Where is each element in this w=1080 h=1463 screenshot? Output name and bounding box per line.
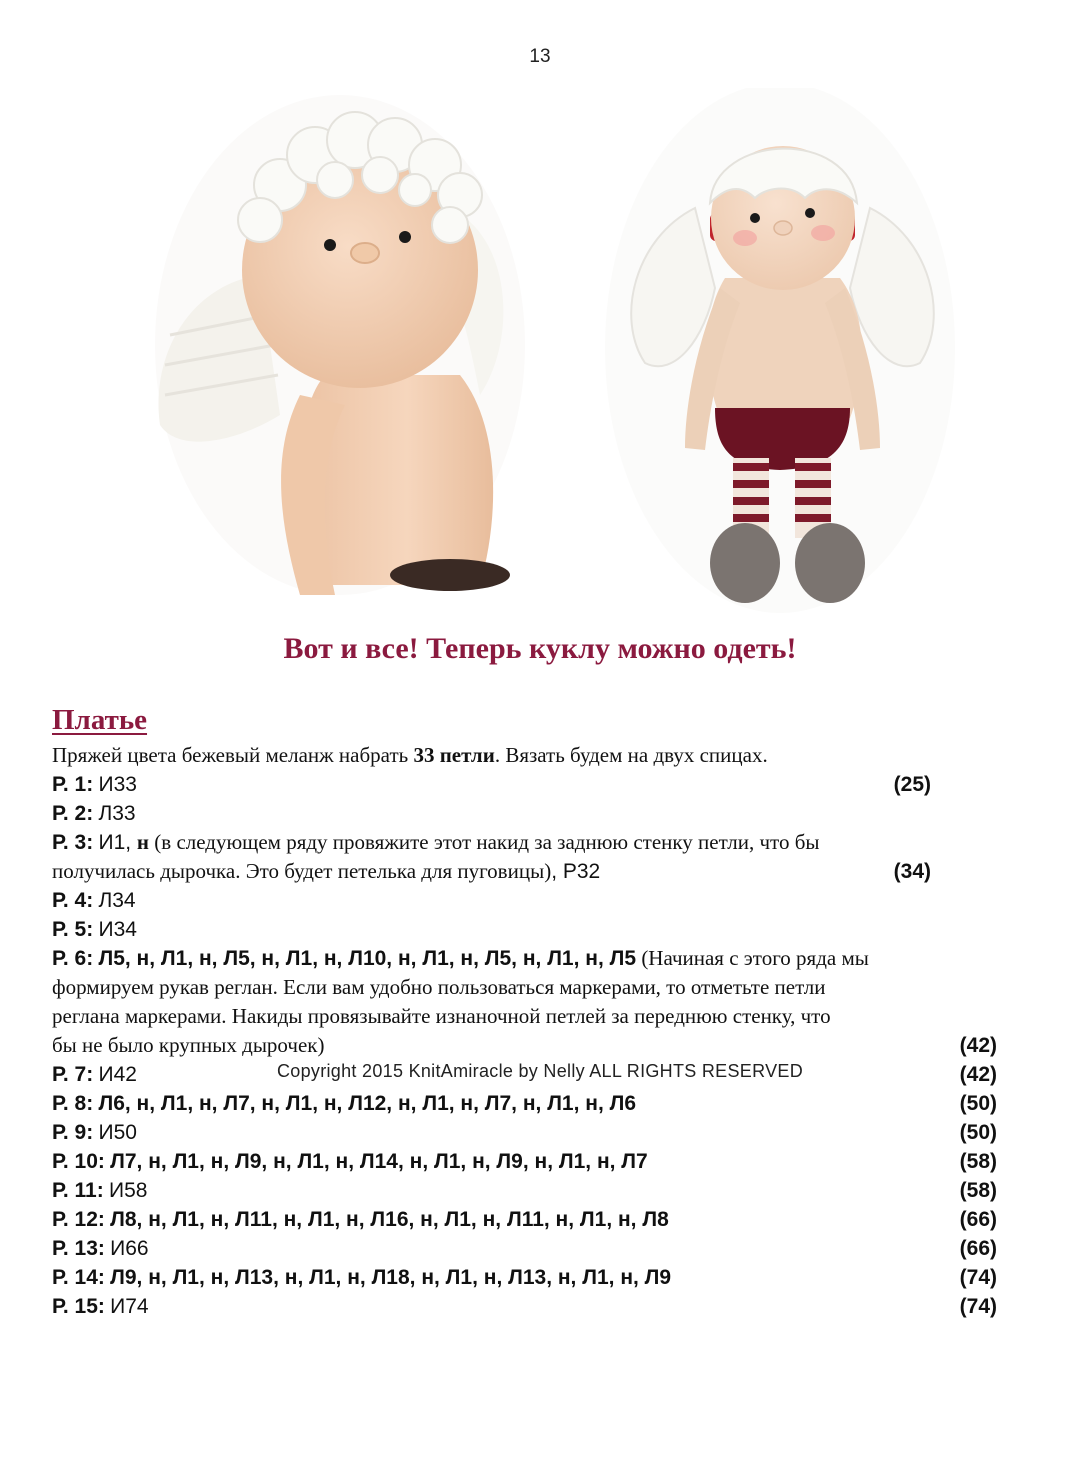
row-text: И74 — [110, 1295, 149, 1318]
section-title: Платье — [52, 704, 148, 736]
row-label: Р. 3 — [52, 831, 87, 854]
row-pattern: Л9, н, Л1, н, Л13, н, Л1, н, Л18, н, Л1, н, Л13, н, Л1, н, Л9 — [110, 1266, 672, 1289]
row-text: И66 — [110, 1237, 149, 1260]
row-note-line-3: реглана маркерами. Накиды провязывайте изнаночной петлей за переднюю стенку, что — [52, 1004, 831, 1028]
row-count: (58) — [959, 1179, 997, 1202]
row-note-line-1: (в следующем ряду провяжите этот накид за заднюю стенку петли, что бы — [149, 830, 820, 854]
pattern-rows — [52, 770, 997, 1321]
pattern-row-2: Р. 2: Л33 — [52, 802, 136, 825]
pattern-row-15: Р. 15: И74 (74) — [52, 1292, 997, 1321]
row-label: Р. 8 — [52, 1092, 87, 1115]
row-text: Л33 — [98, 802, 136, 825]
headline: Вот и все! Теперь куклу можно одеть! — [283, 632, 797, 665]
row-yarn-over: н — [136, 830, 150, 854]
row-text: И58 — [108, 1179, 148, 1202]
row-count: (74) — [959, 1295, 997, 1318]
row-label: Р. 7 — [52, 1063, 87, 1086]
row-pattern: Л6, н, Л1, н, Л7, н, Л1, н, Л12, н, Л1, н, Л7, н, Л1, н, Л6 — [98, 1092, 637, 1115]
row-label: Р. 12 — [52, 1208, 98, 1231]
pattern-row-14: Р. 14: Л9, н, Л1, н, Л13, н, Л1, н, Л18, н, Л1, н, Л13, н, Л1, н, Л9 (74) — [52, 1263, 997, 1292]
row-count: (34) — [893, 860, 931, 883]
row-note-line-4: бы не было крупных дырочек) — [52, 1033, 325, 1057]
pattern-row-12: Р. 12: Л8, н, Л1, н, Л11, н, Л1, н, Л16, н, Л1, н, Л11, н, Л1, н, Л8 (66) — [52, 1205, 997, 1234]
row-text: И50 — [98, 1121, 137, 1144]
row-label: Р. 15 — [52, 1295, 98, 1318]
page-number: 13 — [529, 46, 551, 67]
intro-text — [52, 741, 768, 770]
pattern-row-6-cont-1 — [52, 973, 997, 1002]
pattern-row-3: Р. 3: И1, н (в следующем ряду провяжите этот накид за заднюю стенку петли, что бы — [52, 830, 820, 854]
pattern-row-13: Р. 13: И66 (66) — [52, 1234, 997, 1263]
row-label: Р. 1 — [52, 773, 87, 796]
row-label: Р. 10 — [52, 1150, 98, 1173]
copyright-footer: Copyright 2015 KnitAmiracle by Nelly ALL RIGHTS RESERVED — [276, 1061, 803, 1081]
row-text: Л34 — [98, 889, 136, 912]
row-pattern: Л8, н, Л1, н, Л11, н, Л1, н, Л16, н, Л1, н, Л11, н, Л1, н, Л8 — [110, 1208, 669, 1231]
row-count: (58) — [959, 1150, 997, 1173]
intro-bold: 33 петли — [413, 743, 495, 767]
row-note-line-1: (Начиная с этого ряда мы — [636, 946, 869, 970]
row-count: (50) — [959, 1121, 997, 1144]
row-label: Р. 5 — [52, 918, 87, 941]
row-count: (66) — [959, 1208, 997, 1231]
row-text: И42 — [98, 1063, 137, 1086]
row-pattern: Л7, н, Л1, н, Л9, н, Л1, н, Л14, н, Л1, н, Л9, н, Л1, н, Л7 — [110, 1150, 648, 1173]
pattern-row-11: Р. 11: И58 (58) — [52, 1176, 997, 1205]
row-count: (66) — [959, 1237, 997, 1260]
row-pre: И1, — [98, 831, 137, 854]
row-count: (42) — [959, 1034, 997, 1057]
pattern-row-5: Р. 5: И34 — [52, 918, 137, 941]
doll-full-photo — [605, 88, 955, 618]
pattern-row-9: Р. 9: И50 (50) — [52, 1118, 997, 1147]
pattern-row-3-cont — [52, 857, 997, 886]
pattern-row-10: Р. 10: Л7, н, Л1, н, Л9, н, Л1, н, Л14, н, Л1, н, Л9, н, Л1, н, Л7 (58) — [52, 1147, 997, 1176]
row-text: И34 — [98, 918, 137, 941]
row-text: И33 — [98, 773, 137, 796]
pattern-row-4: Р. 4: Л34 — [52, 889, 136, 912]
pattern-row-6: Р. 6: Л5, н, Л1, н, Л5, н, Л1, н, Л10, н, Л1, н, Л5, н, Л1, н, Л5 (Начиная с этого ряда мы — [52, 946, 869, 970]
pattern-row-1: Р. 1: И33 (25) — [52, 770, 997, 799]
row-label: Р. 6 — [52, 947, 87, 970]
row-note-line-2: формируем рукав реглан. Если вам удобно пользоваться маркерами, то отметьте петли — [52, 975, 826, 999]
intro-before: Пряжей цвета бежевый меланж набрать — [52, 743, 414, 767]
row-label: Р. 14 — [52, 1266, 98, 1289]
doll-head-photo — [150, 95, 525, 605]
row-note-line-2: получилась дырочка. Это будет петелька для пуговицы) — [52, 859, 552, 883]
pattern-row-8: Р. 8: Л6, н, Л1, н, Л7, н, Л1, н, Л12, н, Л1, н, Л7, н, Л1, н, Л6 (50) — [52, 1089, 997, 1118]
row-count: (50) — [959, 1092, 997, 1115]
row-pattern: Л5, н, Л1, н, Л5, н, Л1, н, Л10, н, Л1, н, Л5, н, Л1, н, Л5 — [98, 947, 637, 970]
row-label: Р. 9 — [52, 1121, 87, 1144]
row-count: (25) — [893, 773, 931, 796]
row-count: (74) — [959, 1266, 997, 1289]
pattern-row-7: Р. 7: И42 (42) — [52, 1060, 997, 1089]
pattern-row-6-cont-2 — [52, 1002, 997, 1031]
row-label: Р. 13 — [52, 1237, 98, 1260]
intro-after: . Вязать будем на двух спицах. — [494, 743, 768, 767]
row-label: Р. 4 — [52, 889, 87, 912]
pattern-row-6-cont-3 — [52, 1031, 997, 1060]
row-post: , Р32 — [551, 860, 601, 883]
row-label: Р. 11 — [52, 1179, 97, 1202]
row-count: (42) — [959, 1063, 997, 1086]
row-label: Р. 2 — [52, 802, 87, 825]
